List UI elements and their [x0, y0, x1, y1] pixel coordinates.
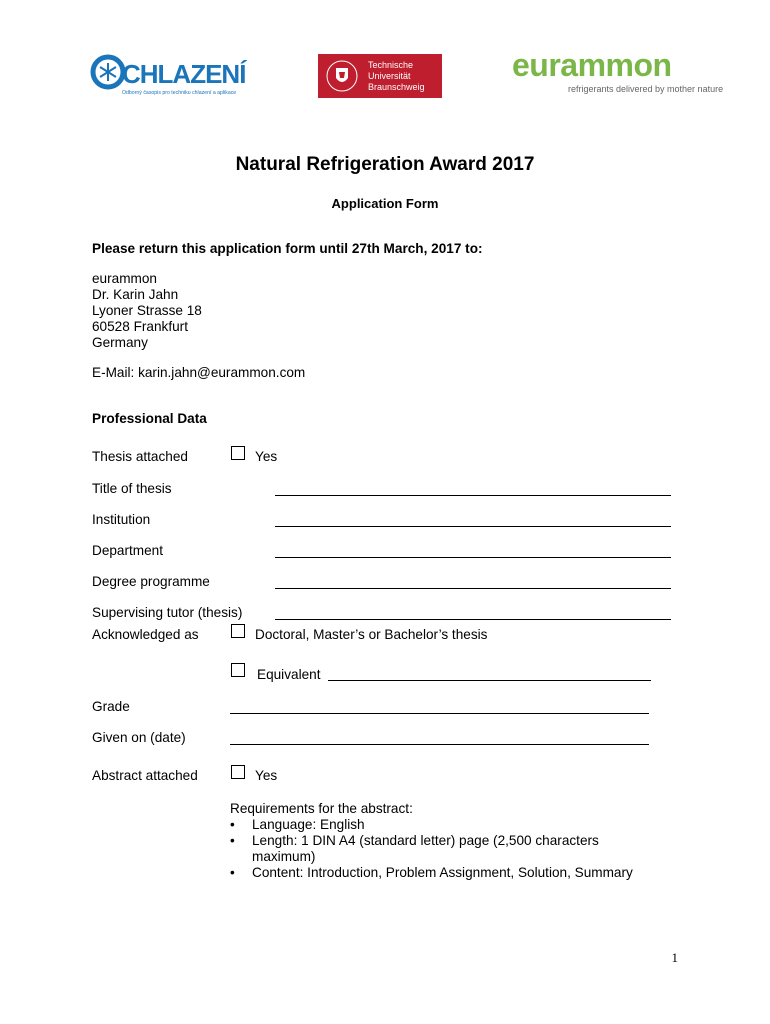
- requirement-item: • Content: Introduction, Problem Assignment, Solution, Summary: [228, 865, 688, 881]
- thesis-yes-label: Yes: [255, 449, 278, 464]
- address-line: Dr. Karin Jahn: [92, 287, 179, 302]
- grade-label: Grade: [92, 699, 130, 714]
- address-line: eurammon: [92, 271, 157, 286]
- tu-braunschweig-logo: [318, 54, 442, 98]
- doctoral-label: Doctoral, Master’s or Bachelor’s thesis: [255, 627, 488, 642]
- equivalent-checkbox[interactable]: [231, 663, 245, 677]
- svg-text:CHLAZENÍ: CHLAZENÍ: [122, 59, 246, 89]
- chlazeni-logo: [92, 52, 246, 98]
- form-subtitle: Application Form: [331, 196, 439, 211]
- abstract-attached-checkbox[interactable]: [231, 765, 245, 779]
- title-of-thesis-label: Title of thesis: [92, 481, 172, 496]
- section-heading: Professional Data: [92, 411, 207, 426]
- title-of-thesis-field[interactable]: [275, 495, 671, 496]
- form-title: Natural Refrigeration Award 2017: [235, 154, 535, 175]
- eurammon-logo: [512, 48, 726, 98]
- degree-programme-label: Degree programme: [92, 574, 210, 589]
- department-label: Department: [92, 543, 164, 558]
- doctoral-checkbox[interactable]: [231, 624, 245, 638]
- abstract-yes-label: Yes: [255, 768, 278, 783]
- svg-text:Technische: Technische: [368, 60, 414, 70]
- institution-label: Institution: [92, 512, 151, 527]
- supervising-tutor-label: Supervising tutor (thesis): [92, 605, 243, 620]
- svg-text:Universität: Universität: [368, 71, 411, 81]
- department-field[interactable]: [275, 557, 671, 558]
- svg-text:eurammon: eurammon: [512, 47, 672, 83]
- requirements-heading: Requirements for the abstract:: [230, 801, 413, 816]
- address-line: 60528 Frankfurt: [92, 319, 188, 334]
- requirement-item: • Language: English: [228, 817, 688, 833]
- given-on-field[interactable]: [230, 744, 649, 745]
- svg-text:refrigerants delivered by moth: refrigerants delivered by mother nature: [568, 84, 724, 94]
- degree-programme-field[interactable]: [275, 588, 671, 589]
- requirement-item: • Length: 1 DIN A4 (standard letter) page (2,500 characters maximum): [228, 833, 622, 865]
- address-line: Lyoner Strasse 18: [92, 303, 202, 318]
- acknowledged-as-label: Acknowledged as: [92, 627, 199, 642]
- page-number: 1: [671, 950, 678, 965]
- supervising-tutor-field[interactable]: [275, 619, 671, 620]
- return-heading: Please return this application form until 27th March, 2017 to:: [92, 241, 483, 256]
- thesis-attached-label: Thesis attached: [92, 449, 188, 464]
- svg-text:Braunschweig: Braunschweig: [368, 82, 425, 92]
- abstract-attached-label: Abstract attached: [92, 768, 198, 783]
- institution-field[interactable]: [275, 526, 671, 527]
- equivalent-label: Equivalent: [257, 667, 321, 682]
- svg-text:Odborný časopis pro techniku c: Odborný časopis pro techniku chlazení a aplikace: [122, 90, 237, 96]
- grade-field[interactable]: [230, 713, 649, 714]
- email-line: E-Mail: karin.jahn@eurammon.com: [92, 365, 306, 380]
- address-line: Germany: [92, 335, 148, 350]
- thesis-attached-checkbox[interactable]: [231, 446, 245, 460]
- given-on-label: Given on (date): [92, 730, 186, 745]
- requirements-list: [228, 817, 688, 881]
- equivalent-field[interactable]: [328, 680, 651, 681]
